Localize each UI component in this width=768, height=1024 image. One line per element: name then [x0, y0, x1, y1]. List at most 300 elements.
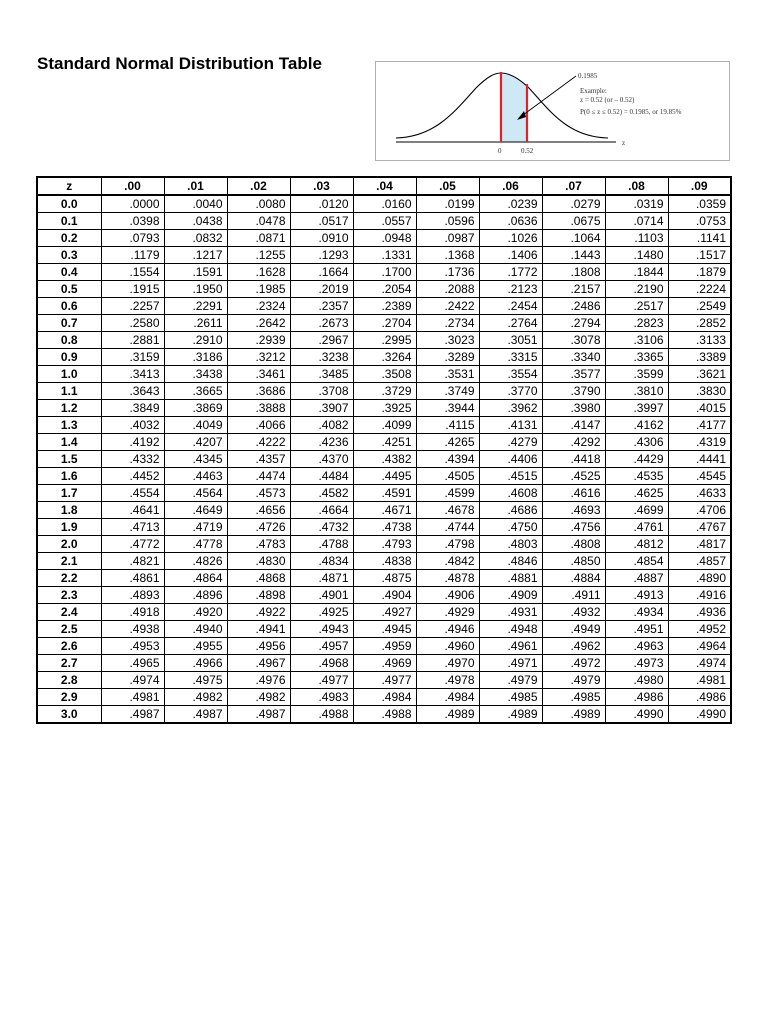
probability-cell: .3907	[290, 400, 353, 417]
probability-cell: .4965	[101, 655, 164, 672]
probability-cell: .0753	[668, 213, 731, 230]
probability-cell: .1554	[101, 264, 164, 281]
probability-cell: .1915	[101, 281, 164, 298]
z-column-header: z	[37, 177, 101, 195]
probability-cell: .0120	[290, 195, 353, 213]
probability-cell: .2054	[353, 281, 416, 298]
probability-cell: .4927	[353, 604, 416, 621]
probability-cell: .4920	[164, 604, 227, 621]
probability-cell: .4857	[668, 553, 731, 570]
probability-cell: .4906	[416, 587, 479, 604]
probability-cell: .0871	[227, 230, 290, 247]
probability-cell: .4977	[353, 672, 416, 689]
z-value-cell: 1.9	[37, 519, 101, 536]
probability-cell: .0793	[101, 230, 164, 247]
probability-cell: .4678	[416, 502, 479, 519]
probability-cell: .1844	[605, 264, 668, 281]
probability-cell: .4812	[605, 536, 668, 553]
z-value-cell: 0.0	[37, 195, 101, 213]
probability-cell: .4962	[542, 638, 605, 655]
z-value-cell: 1.4	[37, 434, 101, 451]
probability-cell: .4850	[542, 553, 605, 570]
probability-cell: .4934	[605, 604, 668, 621]
probability-cell: .3980	[542, 400, 605, 417]
probability-cell: .3106	[605, 332, 668, 349]
z-value-cell: 2.7	[37, 655, 101, 672]
probability-cell: .4671	[353, 502, 416, 519]
z-value-cell: 0.8	[37, 332, 101, 349]
probability-cell: .4978	[416, 672, 479, 689]
probability-cell: .2642	[227, 315, 290, 332]
probability-cell: .4922	[227, 604, 290, 621]
probability-cell: .3869	[164, 400, 227, 417]
probability-cell: .2939	[227, 332, 290, 349]
probability-cell: .4981	[101, 689, 164, 706]
probability-cell: .4982	[164, 689, 227, 706]
probability-cell: .2517	[605, 298, 668, 315]
probability-cell: .4983	[290, 689, 353, 706]
probability-cell: .4834	[290, 553, 353, 570]
column-header: .07	[542, 177, 605, 195]
probability-cell: .2123	[479, 281, 542, 298]
z-value-cell: 2.6	[37, 638, 101, 655]
probability-cell: .2580	[101, 315, 164, 332]
probability-cell: .1700	[353, 264, 416, 281]
probability-cell: .4896	[164, 587, 227, 604]
example-heading: Example:	[580, 87, 607, 95]
probability-cell: .4706	[668, 502, 731, 519]
probability-cell: .4177	[668, 417, 731, 434]
probability-cell: .4686	[479, 502, 542, 519]
probability-cell: .3790	[542, 383, 605, 400]
z-value-cell: 2.4	[37, 604, 101, 621]
table-row	[37, 485, 731, 502]
probability-cell: .4821	[101, 553, 164, 570]
probability-cell: .2794	[542, 315, 605, 332]
table-row	[37, 706, 731, 724]
probability-cell: .4931	[479, 604, 542, 621]
probability-cell: .4956	[227, 638, 290, 655]
probability-cell: .4979	[479, 672, 542, 689]
probability-cell: .1517	[668, 247, 731, 264]
probability-cell: .3365	[605, 349, 668, 366]
probability-cell: .4744	[416, 519, 479, 536]
probability-cell: .4656	[227, 502, 290, 519]
probability-cell: .4953	[101, 638, 164, 655]
probability-cell: .4918	[101, 604, 164, 621]
probability-cell: .4952	[668, 621, 731, 638]
probability-cell: .1331	[353, 247, 416, 264]
probability-cell: .4911	[542, 587, 605, 604]
probability-cell: .4649	[164, 502, 227, 519]
probability-cell: .4990	[668, 706, 731, 724]
z-value-cell: 2.0	[37, 536, 101, 553]
probability-cell: .4884	[542, 570, 605, 587]
probability-cell: .4515	[479, 468, 542, 485]
probability-cell: .2157	[542, 281, 605, 298]
probability-cell: .4977	[290, 672, 353, 689]
table-row	[37, 451, 731, 468]
table-row	[37, 332, 731, 349]
z-value-cell: 0.7	[37, 315, 101, 332]
probability-cell: .4564	[164, 485, 227, 502]
table-row	[37, 366, 731, 383]
probability-cell: .4940	[164, 621, 227, 638]
probability-cell: .0948	[353, 230, 416, 247]
probability-cell: .4608	[479, 485, 542, 502]
probability-cell: .4319	[668, 434, 731, 451]
z-value-cell: 2.8	[37, 672, 101, 689]
probability-cell: .2704	[353, 315, 416, 332]
probability-cell: .4778	[164, 536, 227, 553]
probability-cell: .4974	[101, 672, 164, 689]
probability-cell: .4798	[416, 536, 479, 553]
probability-cell: .4936	[668, 604, 731, 621]
probability-cell: .4207	[164, 434, 227, 451]
probability-cell: .0987	[416, 230, 479, 247]
probability-cell: .2190	[605, 281, 668, 298]
probability-cell: .3925	[353, 400, 416, 417]
probability-cell: .4949	[542, 621, 605, 638]
probability-cell: .4925	[290, 604, 353, 621]
z-value-cell: 0.5	[37, 281, 101, 298]
probability-cell: .1736	[416, 264, 479, 281]
probability-cell: .2823	[605, 315, 668, 332]
probability-cell: .0359	[668, 195, 731, 213]
probability-cell: .3888	[227, 400, 290, 417]
probability-cell: .2910	[164, 332, 227, 349]
table-row	[37, 587, 731, 604]
probability-cell: .4982	[227, 689, 290, 706]
normal-curve-figure	[375, 61, 730, 161]
probability-cell: .3289	[416, 349, 479, 366]
probability-cell: .0239	[479, 195, 542, 213]
probability-cell: .4099	[353, 417, 416, 434]
probability-cell: .4633	[668, 485, 731, 502]
table-row	[37, 264, 731, 281]
probability-cell: .4943	[290, 621, 353, 638]
probability-cell: .0557	[353, 213, 416, 230]
probability-cell: .4988	[290, 706, 353, 724]
probability-cell: .4808	[542, 536, 605, 553]
probability-cell: .2852	[668, 315, 731, 332]
probability-cell: .4916	[668, 587, 731, 604]
probability-cell: .4826	[164, 553, 227, 570]
probability-cell: .4732	[290, 519, 353, 536]
probability-cell: .3133	[668, 332, 731, 349]
probability-cell: .4945	[353, 621, 416, 638]
table-row	[37, 400, 731, 417]
probability-cell: .4970	[416, 655, 479, 672]
probability-cell: .4984	[416, 689, 479, 706]
probability-cell: .2673	[290, 315, 353, 332]
probability-cell: .4964	[668, 638, 731, 655]
column-header: .05	[416, 177, 479, 195]
probability-cell: .4066	[227, 417, 290, 434]
probability-cell: .3315	[479, 349, 542, 366]
probability-cell: .3438	[164, 366, 227, 383]
table-row	[37, 230, 731, 247]
probability-cell: .0910	[290, 230, 353, 247]
probability-cell: .4032	[101, 417, 164, 434]
table-row	[37, 536, 731, 553]
probability-cell: .3238	[290, 349, 353, 366]
probability-cell: .4846	[479, 553, 542, 570]
shaded-area	[501, 74, 527, 142]
probability-cell: .4641	[101, 502, 164, 519]
probability-cell: .4803	[479, 536, 542, 553]
probability-cell: .4406	[479, 451, 542, 468]
probability-cell: .3749	[416, 383, 479, 400]
probability-cell: .4871	[290, 570, 353, 587]
probability-cell: .3531	[416, 366, 479, 383]
probability-cell: .4535	[605, 468, 668, 485]
probability-cell: .4664	[290, 502, 353, 519]
probability-cell: .0279	[542, 195, 605, 213]
probability-cell: .4015	[668, 400, 731, 417]
z-table	[36, 176, 732, 724]
probability-cell: .3485	[290, 366, 353, 383]
probability-cell: .2224	[668, 281, 731, 298]
probability-cell: .0714	[605, 213, 668, 230]
probability-cell: .4974	[668, 655, 731, 672]
probability-cell: .3212	[227, 349, 290, 366]
probability-cell: .4616	[542, 485, 605, 502]
z-value-cell: 1.7	[37, 485, 101, 502]
probability-cell: .4573	[227, 485, 290, 502]
probability-cell: .0199	[416, 195, 479, 213]
probability-cell: .3554	[479, 366, 542, 383]
probability-cell: .4938	[101, 621, 164, 638]
table-row	[37, 247, 731, 264]
probability-cell: .4957	[290, 638, 353, 655]
probability-cell: .4554	[101, 485, 164, 502]
table-row	[37, 655, 731, 672]
probability-cell: .4988	[353, 706, 416, 724]
probability-cell: .4955	[164, 638, 227, 655]
probability-cell: .4985	[542, 689, 605, 706]
page-title: Standard Normal Distribution Table	[37, 54, 322, 73]
example-line-1: z = 0.52 (or – 0.52)	[580, 96, 635, 104]
probability-cell: .4968	[290, 655, 353, 672]
probability-cell: .4861	[101, 570, 164, 587]
probability-cell: .3461	[227, 366, 290, 383]
probability-cell: .2454	[479, 298, 542, 315]
probability-cell: .3643	[101, 383, 164, 400]
probability-cell: .3708	[290, 383, 353, 400]
table-row	[37, 195, 731, 213]
z-value-cell: 3.0	[37, 706, 101, 724]
probability-cell: .4898	[227, 587, 290, 604]
probability-cell: .4989	[416, 706, 479, 724]
probability-cell: .4699	[605, 502, 668, 519]
probability-cell: .3340	[542, 349, 605, 366]
probability-cell: .4913	[605, 587, 668, 604]
probability-cell: .2257	[101, 298, 164, 315]
header-row	[37, 177, 731, 195]
probability-cell: .4332	[101, 451, 164, 468]
probability-cell: .4484	[290, 468, 353, 485]
probability-cell: .2389	[353, 298, 416, 315]
probability-cell: .2422	[416, 298, 479, 315]
probability-cell: .1480	[605, 247, 668, 264]
probability-cell: .4452	[101, 468, 164, 485]
probability-cell: .3686	[227, 383, 290, 400]
probability-cell: .4713	[101, 519, 164, 536]
z-value-cell: 0.6	[37, 298, 101, 315]
probability-cell: .4082	[290, 417, 353, 434]
probability-cell: .4868	[227, 570, 290, 587]
z-value-cell: 0.9	[37, 349, 101, 366]
z-value-cell: 2.2	[37, 570, 101, 587]
probability-cell: .1406	[479, 247, 542, 264]
probability-cell: .4545	[668, 468, 731, 485]
normal-curve-diagram	[376, 62, 729, 160]
probability-cell: .4756	[542, 519, 605, 536]
probability-cell: .3944	[416, 400, 479, 417]
probability-cell: .1808	[542, 264, 605, 281]
probability-cell: .4881	[479, 570, 542, 587]
probability-cell: .4987	[164, 706, 227, 724]
z-value-cell: 1.8	[37, 502, 101, 519]
probability-cell: .4972	[542, 655, 605, 672]
probability-cell: .4854	[605, 553, 668, 570]
probability-cell: .4599	[416, 485, 479, 502]
probability-cell: .3729	[353, 383, 416, 400]
table-row	[37, 519, 731, 536]
probability-cell: .3159	[101, 349, 164, 366]
probability-cell: .4582	[290, 485, 353, 502]
probability-cell: .4967	[227, 655, 290, 672]
probability-cell: .2734	[416, 315, 479, 332]
probability-cell: .1443	[542, 247, 605, 264]
column-header: .04	[353, 177, 416, 195]
probability-cell: .4946	[416, 621, 479, 638]
probability-cell: .2486	[542, 298, 605, 315]
probability-cell: .4975	[164, 672, 227, 689]
probability-cell: .4625	[605, 485, 668, 502]
probability-cell: .4525	[542, 468, 605, 485]
probability-cell: .3830	[668, 383, 731, 400]
probability-cell: .0160	[353, 195, 416, 213]
probability-cell: .4441	[668, 451, 731, 468]
probability-cell: .4817	[668, 536, 731, 553]
table-row	[37, 383, 731, 400]
probability-cell: .4893	[101, 587, 164, 604]
probability-cell: .4761	[605, 519, 668, 536]
probability-cell: .4909	[479, 587, 542, 604]
probability-cell: .3770	[479, 383, 542, 400]
probability-cell: .1950	[164, 281, 227, 298]
probability-cell: .2357	[290, 298, 353, 315]
probability-cell: .2549	[668, 298, 731, 315]
probability-cell: .3577	[542, 366, 605, 383]
probability-cell: .0636	[479, 213, 542, 230]
probability-cell: .0319	[605, 195, 668, 213]
probability-cell: .2881	[101, 332, 164, 349]
probability-cell: .4901	[290, 587, 353, 604]
probability-cell: .4960	[416, 638, 479, 655]
probability-cell: .4989	[479, 706, 542, 724]
column-header: .09	[668, 177, 731, 195]
probability-cell: .1293	[290, 247, 353, 264]
z-value-cell: 0.1	[37, 213, 101, 230]
probability-cell: .4979	[542, 672, 605, 689]
probability-cell: .4951	[605, 621, 668, 638]
probability-cell: .3264	[353, 349, 416, 366]
probability-cell: .4987	[101, 706, 164, 724]
axis-variable-label: z	[622, 139, 626, 147]
column-header: .01	[164, 177, 227, 195]
probability-cell: .4990	[605, 706, 668, 724]
probability-cell: .4986	[605, 689, 668, 706]
table-row	[37, 213, 731, 230]
probability-cell: .4265	[416, 434, 479, 451]
probability-cell: .4738	[353, 519, 416, 536]
table-row	[37, 281, 731, 298]
area-label: 0.1985	[578, 72, 598, 80]
probability-cell: .4236	[290, 434, 353, 451]
probability-cell: .4394	[416, 451, 479, 468]
probability-cell: .4878	[416, 570, 479, 587]
z-value-cell: 1.2	[37, 400, 101, 417]
probability-cell: .4973	[605, 655, 668, 672]
table-row	[37, 672, 731, 689]
probability-cell: .3051	[479, 332, 542, 349]
z-value-cell: 0.3	[37, 247, 101, 264]
probability-cell: .4726	[227, 519, 290, 536]
probability-cell: .4971	[479, 655, 542, 672]
probability-cell: .4963	[605, 638, 668, 655]
probability-cell: .0832	[164, 230, 227, 247]
probability-cell: .4382	[353, 451, 416, 468]
probability-cell: .4306	[605, 434, 668, 451]
probability-cell: .4719	[164, 519, 227, 536]
table-row	[37, 570, 731, 587]
probability-cell: .4292	[542, 434, 605, 451]
probability-cell: .1368	[416, 247, 479, 264]
probability-cell: .4279	[479, 434, 542, 451]
probability-cell: .4904	[353, 587, 416, 604]
probability-cell: .4961	[479, 638, 542, 655]
probability-cell: .4222	[227, 434, 290, 451]
probability-cell: .1179	[101, 247, 164, 264]
probability-cell: .1591	[164, 264, 227, 281]
probability-cell: .3621	[668, 366, 731, 383]
z-value-cell: 1.1	[37, 383, 101, 400]
table-row	[37, 604, 731, 621]
probability-cell: .4251	[353, 434, 416, 451]
probability-cell: .4429	[605, 451, 668, 468]
probability-cell: .1879	[668, 264, 731, 281]
z-value-cell: 2.1	[37, 553, 101, 570]
probability-cell: .0000	[101, 195, 164, 213]
probability-cell: .4115	[416, 417, 479, 434]
z-value-cell: 1.3	[37, 417, 101, 434]
probability-cell: .4830	[227, 553, 290, 570]
z-value-cell: 2.3	[37, 587, 101, 604]
probability-cell: .4838	[353, 553, 416, 570]
table-row	[37, 349, 731, 366]
probability-cell: .4783	[227, 536, 290, 553]
probability-cell: .4788	[290, 536, 353, 553]
column-header: .06	[479, 177, 542, 195]
probability-cell: .0080	[227, 195, 290, 213]
probability-cell: .4864	[164, 570, 227, 587]
probability-cell: .1141	[668, 230, 731, 247]
probability-cell: .4418	[542, 451, 605, 468]
probability-cell: .0675	[542, 213, 605, 230]
